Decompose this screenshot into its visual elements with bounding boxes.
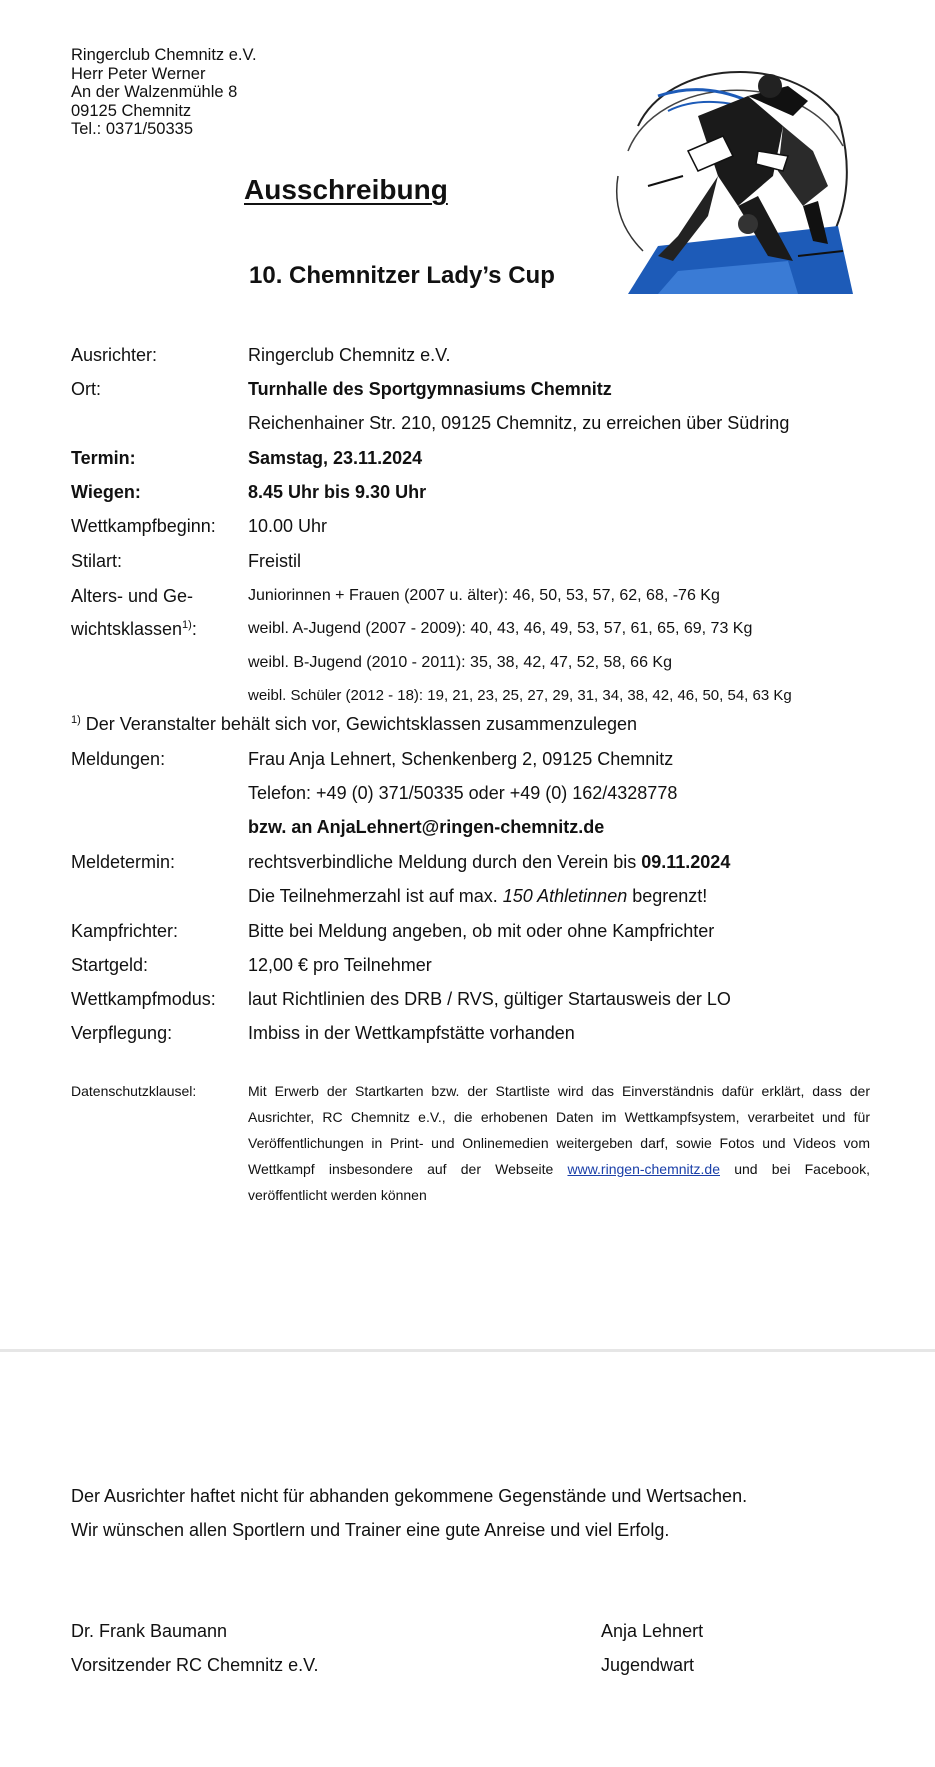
value-meldungen-address: Frau Anja Lehnert, Schenkenberg 2, 09125 Chemnitz (248, 749, 674, 769)
value-wettkampfbeginn: 10.00 Uhr (248, 516, 328, 536)
signer-role: Jugendwart (601, 1655, 695, 1675)
teilnehmer-text-end: begrenzt! (627, 886, 708, 906)
label-meldungen: Meldungen: (71, 749, 166, 769)
value-meldungen-email[interactable]: bzw. an AnjaLehnert@ringen-chemnitz.de (248, 817, 605, 837)
value-meldungen-phone: Telefon: +49 (0) 371/50335 oder +49 (0) 162/4328778 (248, 783, 678, 803)
label-wettkampfmodus: Wettkampfmodus: (71, 989, 216, 1009)
footnote-marker: 1) (71, 714, 81, 726)
value-ort: Turnhalle des Sportgymnasiums Chemnitz (248, 379, 612, 399)
page-break-divider (0, 1349, 935, 1352)
value-wiegen: 8.45 Uhr bis 9.30 Uhr (248, 482, 427, 502)
wrestlers-illustration-icon (598, 56, 853, 294)
weight-class-line: weibl. Schüler (2012 - 18): 19, 21, 23, 25, 27, 29, 31, 34, 38, 42, 46, 50, 54, 63 Kg (248, 687, 792, 704)
weight-class-line: Juniorinnen + Frauen (2007 u. älter): 46, 50, 53, 57, 62, 68, -76 Kg (248, 587, 720, 604)
weight-class-line: weibl. B-Jugend (2010 - 2011): 35, 38, 42, 47, 52, 58, 66 Kg (248, 654, 672, 671)
meldetermin-date: 09.11.2024 (641, 852, 731, 872)
label-meldetermin: Meldetermin: (71, 852, 176, 872)
signature-left (71, 1614, 318, 1682)
value-teilnehmerzahl (248, 886, 707, 907)
sender-address (71, 46, 257, 139)
value-verpflegung: Imbiss in der Wettkampfstätte vorhanden (248, 1023, 575, 1043)
address-line: Herr Peter Werner (71, 64, 206, 83)
website-link[interactable]: www.ringen-chemnitz.de (567, 1161, 720, 1177)
footnote-text: Der Veranstalter behält sich vor, Gewichtsklassen zusammenzulegen (80, 714, 638, 734)
datenschutz-body-end: und bei Facebook, veröffentlicht werden können (248, 1161, 870, 1203)
value-meldetermin (248, 852, 730, 873)
teilnehmer-limit: 150 Athletinnen (502, 886, 628, 906)
label-wettkampfbeginn: Wettkampfbeginn: (71, 516, 216, 536)
label-verpflegung: Verpflegung: (71, 1023, 173, 1043)
label-klassen-2: wichtsklassen$^{1)}$: (71, 619, 197, 639)
value-wettkampfmodus: laut Richtlinien des DRB / RVS, gültiger Startausweis der LO (248, 989, 731, 1009)
label-klassen-text: wichtsklassen (71, 619, 183, 639)
address-line: Tel.: 0371/50335 (71, 120, 194, 139)
value-termin: Samstag, 23.11.2024 (248, 448, 423, 468)
weight-class-line: weibl. A-Jugend (2007 - 2009): 40, 43, 46, 49, 53, 57, 61, 65, 69, 73 Kg (248, 620, 753, 637)
label-ausrichter: Ausrichter: (71, 345, 158, 365)
address-line: 09125 Chemnitz (71, 101, 192, 120)
footer-text (71, 1479, 871, 1547)
signer-name: Anja Lehnert (601, 1621, 704, 1641)
datenschutz-text (248, 1078, 870, 1208)
signer-role: Vorsitzender RC Chemnitz e.V. (71, 1655, 319, 1675)
value-stilart: Freistil (248, 551, 301, 571)
teilnehmer-text: Die Teilnehmerzahl ist auf max. (248, 886, 503, 906)
label-klassen-1: Alters- und Ge- (71, 586, 194, 606)
label-kampfrichter: Kampfrichter: (71, 921, 179, 941)
label-termin: Termin: (71, 448, 136, 468)
label-ort: Ort: (71, 379, 101, 399)
footer-line: Der Ausrichter haftet nicht für abhanden gekommene Gegenstände und Wertsachen. (71, 1486, 748, 1506)
value-kampfrichter: Bitte bei Meldung angeben, ob mit oder ohne Kampfrichter (248, 921, 715, 941)
signer-name: Dr. Frank Baumann (71, 1621, 228, 1641)
document-title: Ausschreibung (244, 174, 448, 205)
label-datenschutz: Datenschutzklausel: (71, 1083, 197, 1099)
meldetermin-text: rechtsverbindliche Meldung durch den Verein bis (248, 852, 642, 872)
event-name: 10. Chemnitzer Lady’s Cup (249, 262, 555, 289)
address-line: Ringerclub Chemnitz e.V. (71, 46, 257, 64)
label-wiegen: Wiegen: (71, 482, 141, 502)
value-startgeld: 12,00 € pro Teilnehmer (248, 955, 432, 975)
label-startgeld: Startgeld: (71, 955, 149, 975)
datenschutz-body: Mit Erwerb der Startkarten bzw. der Startliste wird das Einverständnis dafür erklärt, dass der Ausrichter, RC Chemnitz e.V., die erhobenen Daten im Wettkampfsystem, verarbeitet und für Veröffentlichungen in Print- und Onlinemedien weitergeben darf, sowie Fotos und Videos vom Wettkampf insbesondere auf der Webseite (248, 1083, 870, 1177)
footnote (71, 714, 637, 735)
signature-right (601, 1614, 703, 1682)
footer-line: Wir wünschen allen Sportlern und Trainer eine gute Anreise und viel Erfolg. (71, 1520, 670, 1540)
value-ausrichter: Ringerclub Chemnitz e.V. (248, 345, 451, 365)
label-stilart: Stilart: (71, 551, 123, 571)
footnote-marker: 1) (182, 619, 192, 631)
address-line: An der Walzenmühle 8 (71, 83, 238, 102)
value-ort-address: Reichenhainer Str. 210, 09125 Chemnitz, zu erreichen über Südring (248, 413, 790, 433)
